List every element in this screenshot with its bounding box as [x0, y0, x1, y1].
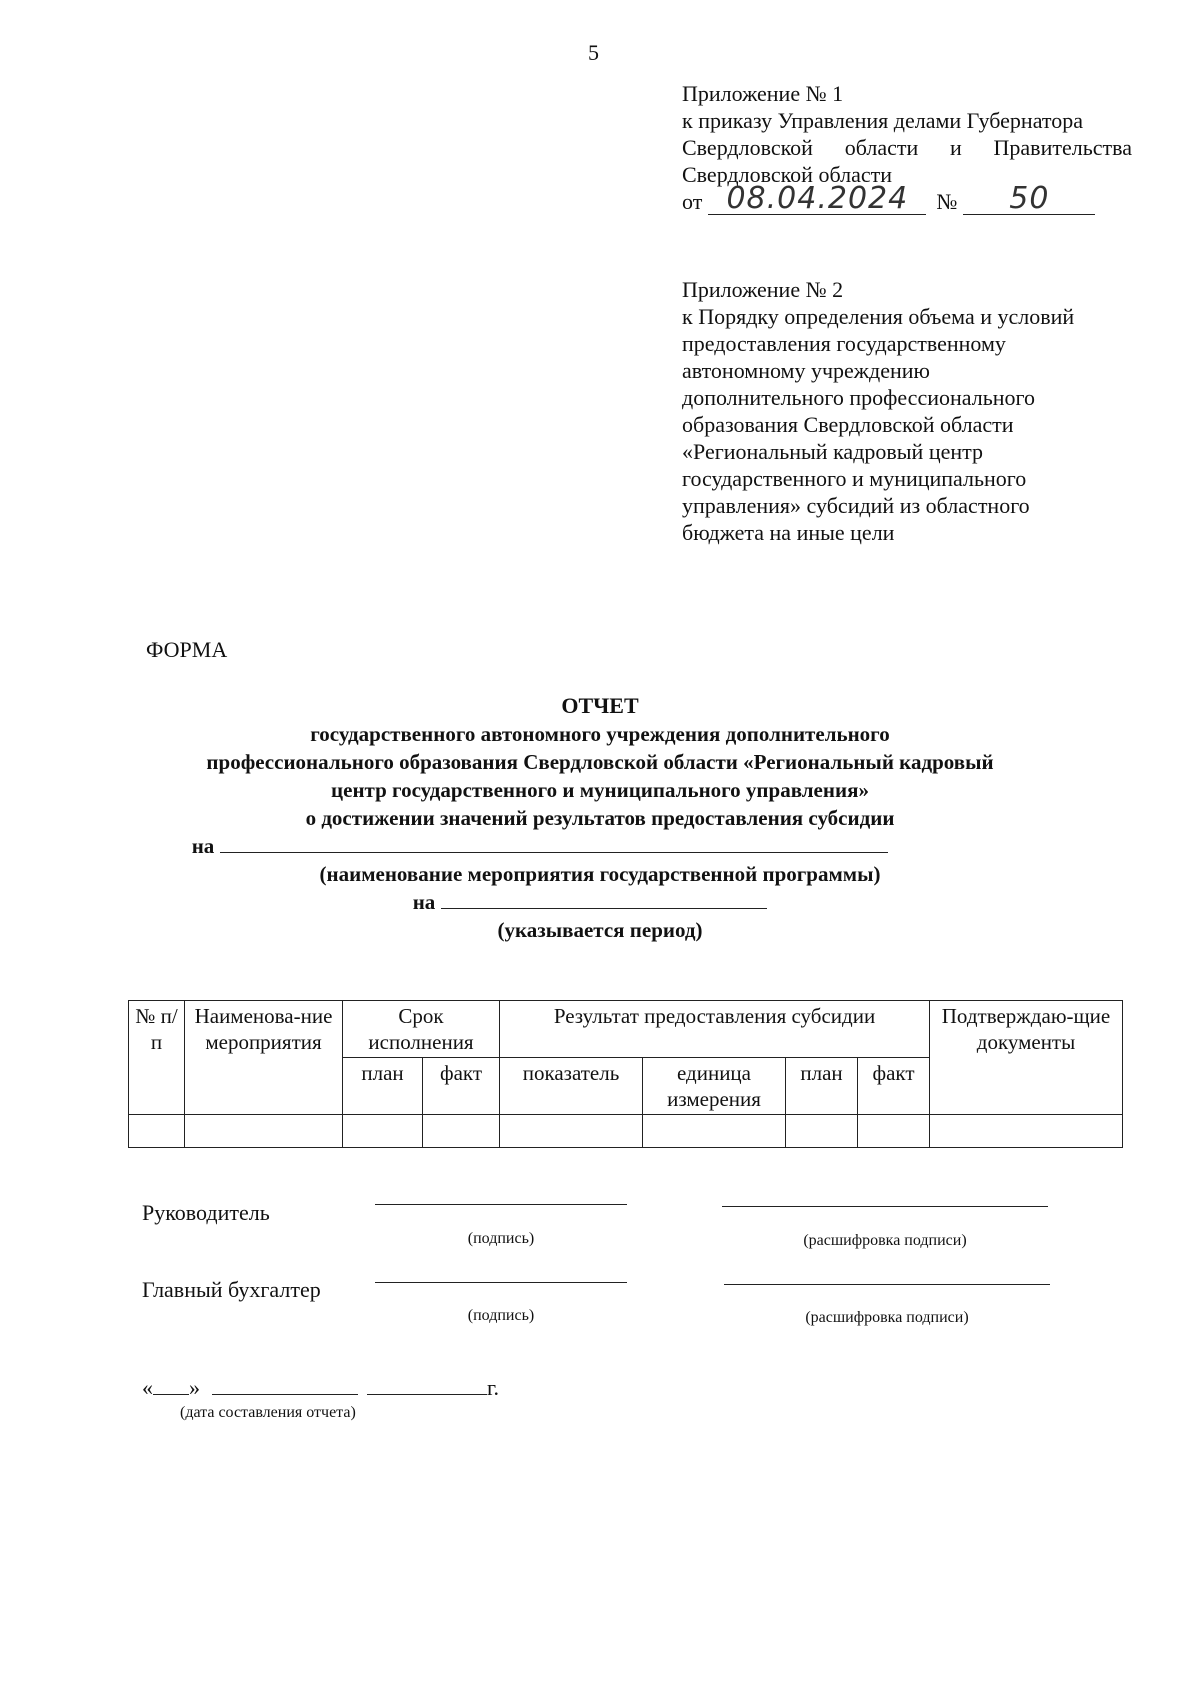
event-blank-line — [220, 832, 888, 853]
table-cell[interactable] — [786, 1115, 858, 1148]
head-decode-caption: (расшифровка подписи) — [803, 1232, 967, 1249]
header-indicator: показатель — [500, 1058, 643, 1115]
header-result-plan: план — [786, 1058, 858, 1115]
appendix-2-line: предоставления государственному — [682, 331, 1006, 356]
header-term-plan: план — [343, 1058, 423, 1115]
appendix-1-word: области — [844, 135, 919, 160]
order-date-number-line — [682, 181, 1132, 216]
from-label: от — [682, 189, 703, 214]
report-date-line — [142, 1375, 499, 1401]
table-cell[interactable] — [185, 1115, 343, 1148]
event-on-label: на — [191, 834, 215, 858]
appendix-1-word: Правительства — [993, 135, 1132, 160]
year-suffix: г. — [487, 1375, 500, 1400]
appendix-1-line-1: к приказу Управления делами Губернатора — [682, 108, 1083, 133]
order-date-handwritten: 08.04.2024 — [708, 187, 926, 215]
accountant-signature-line[interactable] — [375, 1282, 627, 1283]
appendix-2-line: образования Свердловской области — [682, 412, 1014, 437]
month-blank[interactable] — [212, 1376, 358, 1395]
header-result: Результат предоставления субсидии — [500, 1001, 930, 1058]
table-cell[interactable] — [643, 1115, 786, 1148]
appendix-1-line-3: Свердловской области — [682, 162, 892, 187]
table-cell[interactable] — [500, 1115, 643, 1148]
appendix-2-line: «Региональный кадровый центр — [682, 439, 984, 464]
report-title-block — [0, 692, 1200, 944]
page-number: 5 — [588, 40, 599, 65]
forma-label: ФОРМА — [146, 637, 228, 662]
report-table — [128, 1000, 1123, 1148]
report-title-line: о достижении значений результатов предоставления субсидии — [305, 806, 895, 830]
report-title-line: профессионального образования Свердловской области «Региональный кадровый — [206, 750, 994, 774]
head-decode-line[interactable] — [722, 1206, 1048, 1207]
appendix-2-line: государственного и муниципального — [682, 466, 1027, 491]
appendix-2-line: бюджета на иные цели — [682, 520, 895, 545]
open-quote: « — [142, 1375, 153, 1400]
order-number-handwritten: 50 — [963, 187, 1095, 215]
header-unit: единица измерения — [643, 1058, 786, 1115]
event-caption: (наименование мероприятия государственной программы) — [319, 862, 881, 886]
period-on-label: на — [412, 890, 436, 914]
appendix-2-line: дополнительного профессионального — [682, 385, 1035, 410]
appendix-2-line: управления» субсидий из областного — [682, 493, 1030, 518]
accountant-decode-line[interactable] — [724, 1284, 1050, 1285]
header-event-name: Наименова-ние мероприятия — [185, 1001, 343, 1115]
appendix-1-title: Приложение № 1 — [682, 81, 844, 106]
event-line — [0, 832, 1200, 860]
close-quote: » — [189, 1375, 200, 1400]
table-cell[interactable] — [129, 1115, 185, 1148]
appendix-1-word: и — [950, 135, 962, 160]
header-result-fact: факт — [858, 1058, 930, 1115]
header-documents: Подтверждаю-щие документы — [930, 1001, 1123, 1115]
appendix-1-line-2 — [682, 134, 1132, 161]
appendix-2-line: автономному учреждению — [682, 358, 930, 383]
head-label: Руководитель — [142, 1200, 270, 1225]
appendix-2-line: к Порядку определения объема и условий — [682, 304, 1075, 329]
year-blank[interactable] — [367, 1376, 487, 1395]
appendix-2-title: Приложение № 2 — [682, 277, 844, 302]
report-title-line: государственного автономного учреждения дополнительного — [310, 722, 890, 746]
period-blank-line — [441, 888, 767, 909]
table-cell[interactable] — [423, 1115, 500, 1148]
table-cell[interactable] — [930, 1115, 1123, 1148]
report-date-caption: (дата составления отчета) — [180, 1404, 356, 1421]
report-title: ОТЧЕТ — [561, 693, 639, 718]
day-blank[interactable] — [153, 1376, 189, 1395]
accountant-label: Главный бухгалтер — [142, 1277, 321, 1302]
table-cell[interactable] — [858, 1115, 930, 1148]
appendix-1-word: Свердловской — [682, 135, 813, 160]
table-cell[interactable] — [343, 1115, 423, 1148]
header-term-fact: факт — [423, 1058, 500, 1115]
appendix-2-block — [682, 276, 1132, 546]
period-line — [0, 888, 1200, 916]
appendix-1-block — [682, 80, 1132, 215]
accountant-decode-caption: (расшифровка подписи) — [805, 1309, 969, 1326]
header-term: Срок исполнения — [343, 1001, 500, 1058]
header-number: № п/п — [129, 1001, 185, 1115]
period-caption: (указывается период) — [497, 918, 703, 942]
number-label: № — [936, 189, 958, 214]
head-signature-line[interactable] — [375, 1204, 627, 1205]
report-title-line: центр государственного и муниципального управления» — [331, 778, 869, 802]
accountant-sign-caption: (подпись) — [467, 1307, 535, 1324]
table-row — [129, 1115, 1123, 1148]
head-sign-caption: (подпись) — [467, 1230, 535, 1247]
